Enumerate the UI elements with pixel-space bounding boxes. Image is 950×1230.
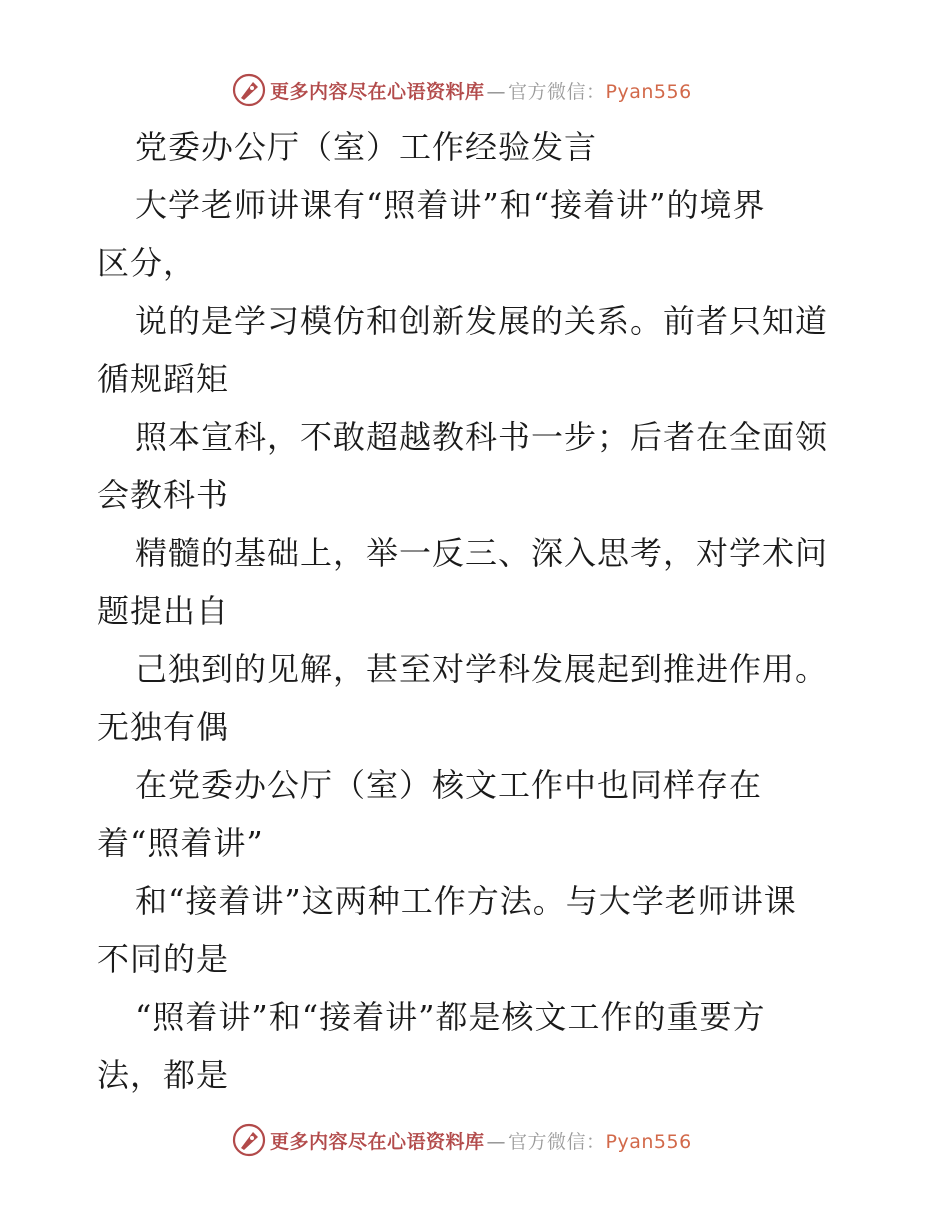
text-line: 会教科书 (97, 476, 230, 514)
watermark-wechat-id: Pyan556 (605, 1130, 692, 1153)
document-title: 党委办公厅（室）工作经验发言 (135, 128, 598, 166)
watermark-text: 更多内容尽在心语资料库 (270, 1130, 485, 1153)
text-line: 无独有偶 (97, 708, 230, 746)
document-body (97, 118, 857, 1104)
text-line: 法，都是 (97, 1056, 230, 1094)
text-line: 照本宣科，不敢超越教科书一步；后者在全面领 (135, 418, 829, 456)
watermark-separator: — (486, 1130, 507, 1153)
text-line: “照着讲”和“接着讲”都是核文工作的重要方 (135, 998, 766, 1036)
text-line: 题提出自 (97, 592, 230, 630)
watermark-footer (232, 1120, 692, 1160)
watermark-wechat-label: 官方微信： (508, 80, 606, 103)
text-line: 区分， (97, 244, 197, 282)
text-line: 大学老师讲课有“照着讲”和“接着讲”的境界 (135, 186, 766, 224)
text-line: 不同的是 (97, 940, 230, 978)
text-line: 在党委办公厅（室）核文工作中也同样存在 (135, 766, 763, 804)
text-line: 说的是学习模仿和创新发展的关系。前者只知道 (135, 302, 829, 340)
watermark-wechat-id: Pyan556 (605, 80, 692, 103)
text-line: 和“接着讲”这两种工作方法。与大学老师讲课 (135, 882, 797, 920)
watermark-header (232, 70, 692, 110)
text-line: 循规蹈矩 (97, 360, 230, 398)
text-line: 精髓的基础上，举一反三、深入思考，对学术问 (135, 534, 829, 572)
text-line: 己独到的见解，甚至对学科发展起到推进作用。 (135, 650, 829, 688)
text-line: 着“照着讲” (97, 824, 264, 862)
watermark-separator: — (486, 80, 507, 103)
watermark-wechat-label: 官方微信： (508, 1130, 606, 1153)
watermark-text: 更多内容尽在心语资料库 (270, 80, 485, 103)
pen-nib-icon (232, 73, 266, 107)
pen-nib-icon (232, 1123, 266, 1157)
